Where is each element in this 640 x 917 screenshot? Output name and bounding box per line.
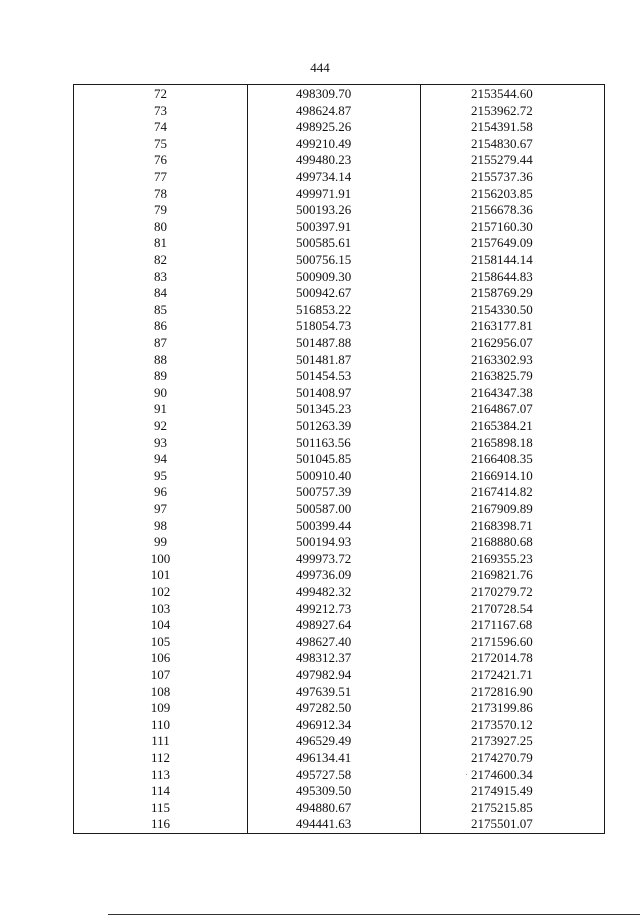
easting-cell: 496912.34 <box>296 716 352 732</box>
northing-cell: 2170728.54 <box>471 600 533 616</box>
table-row <box>74 169 604 185</box>
table-row <box>74 518 604 534</box>
table-row <box>74 700 604 716</box>
northing-cell: 2154830.67 <box>471 135 533 151</box>
table-row <box>74 733 604 749</box>
easting-cell: 497982.94 <box>296 667 352 682</box>
easting-cell: 500910.40 <box>296 467 352 483</box>
easting-cell: 501481.87 <box>296 351 352 367</box>
easting-cell: 496134.41 <box>296 750 352 765</box>
northing-cell: 2175501.07 <box>471 816 533 832</box>
table-row <box>74 302 604 318</box>
easting-cell: 494880.67 <box>296 799 352 815</box>
point-number-cell: 88 <box>154 351 167 367</box>
table-row <box>74 136 604 152</box>
table-row <box>74 551 604 567</box>
point-number-cell: 90 <box>154 384 167 400</box>
northing-cell: 2174600.34 <box>471 766 533 782</box>
table-row <box>74 717 604 733</box>
table-row <box>74 435 604 451</box>
northing-cell: 2169821.76 <box>471 567 533 583</box>
point-number-cell: 99 <box>154 534 167 550</box>
easting-cell: 500757.39 <box>296 484 352 500</box>
northing-cell: 2172816.90 <box>471 683 533 699</box>
easting-cell: 500942.67 <box>296 285 352 301</box>
easting-cell: 501263.39 <box>296 418 352 433</box>
northing-cell: 2168880.68 <box>471 534 533 550</box>
point-number-cell: 98 <box>154 517 167 533</box>
table-row <box>74 368 604 384</box>
easting-cell: 495727.58 <box>296 766 352 782</box>
point-number-cell: 112 <box>150 750 171 765</box>
table-row <box>74 235 604 251</box>
easting-cell: 500909.30 <box>296 268 352 284</box>
easting-cell: 499210.49 <box>296 135 352 151</box>
point-number-cell: 86 <box>154 318 167 334</box>
easting-cell: 498624.87 <box>296 102 352 118</box>
point-number-cell: 79 <box>154 202 167 218</box>
table-row <box>74 567 604 583</box>
easting-cell: 496529.49 <box>296 733 352 749</box>
table-row <box>74 484 604 500</box>
northing-cell: 2163177.81 <box>471 318 533 334</box>
point-number-cell: 107 <box>150 667 171 682</box>
northing-cell: 2171596.60 <box>471 633 533 649</box>
table-row <box>74 119 604 135</box>
table-row <box>74 534 604 550</box>
table-row <box>74 816 604 832</box>
table-row <box>74 617 604 633</box>
northing-cell: 2167909.89 <box>471 501 533 516</box>
point-number-cell: 108 <box>150 683 171 699</box>
northing-cell: 2173927.25 <box>471 733 533 749</box>
table-row <box>74 86 604 102</box>
northing-cell: 2156203.85 <box>471 185 533 201</box>
point-number-cell: 96 <box>154 484 167 500</box>
northing-cell: 2157649.09 <box>471 235 533 251</box>
easting-cell: 500399.44 <box>296 517 352 533</box>
page-number: 444 <box>310 60 330 75</box>
easting-cell: 499971.91 <box>296 185 352 201</box>
table-row <box>74 418 604 434</box>
point-number-cell: 102 <box>150 584 171 599</box>
easting-cell: 499734.14 <box>296 169 352 184</box>
northing-cell: 2153544.60 <box>471 86 533 101</box>
table-row <box>74 252 604 268</box>
point-number-cell: 77 <box>154 169 167 184</box>
northing-cell: 2171167.68 <box>471 617 533 633</box>
northing-cell: 2158644.83 <box>471 268 533 284</box>
table-row <box>74 219 604 235</box>
table-row <box>74 684 604 700</box>
easting-cell: 494441.63 <box>296 816 352 832</box>
northing-cell: 2156678.36 <box>471 202 533 218</box>
table-row <box>74 451 604 467</box>
easting-cell: 498627.40 <box>296 633 352 649</box>
easting-cell: 498925.26 <box>296 119 352 135</box>
point-number-cell: 78 <box>154 185 167 201</box>
point-number-cell: 94 <box>154 451 167 467</box>
easting-cell: 499480.23 <box>296 152 352 168</box>
point-number-cell: 75 <box>154 135 167 151</box>
table-row <box>74 501 604 517</box>
point-number-cell: 115 <box>150 799 171 815</box>
northing-cell: 2153962.72 <box>471 102 533 118</box>
table-row <box>74 783 604 799</box>
northing-cell: 2162956.07 <box>471 335 533 350</box>
table-row <box>74 750 604 766</box>
northing-cell: 2174915.49 <box>471 783 533 799</box>
northing-cell: 2175215.85 <box>471 799 533 815</box>
northing-cell: 2173570.12 <box>471 716 533 732</box>
point-number-cell: 74 <box>154 119 167 135</box>
northing-cell: 2154330.50 <box>471 301 533 317</box>
table-row <box>74 401 604 417</box>
point-number-cell: 106 <box>150 650 171 666</box>
easting-cell: 500587.00 <box>296 501 352 516</box>
easting-cell: 498927.64 <box>296 617 352 633</box>
point-number-cell: 95 <box>154 467 167 483</box>
northing-cell: 2172014.78 <box>471 650 533 666</box>
coordinate-table <box>73 84 605 834</box>
table-row <box>74 385 604 401</box>
table-row <box>74 352 604 368</box>
northing-cell: 2170279.72 <box>471 584 533 599</box>
northing-cell: 2167414.82 <box>471 484 533 500</box>
northing-cell: 2163302.93 <box>471 351 533 367</box>
point-number-cell: 83 <box>154 268 167 284</box>
point-number-cell: 103 <box>150 600 171 616</box>
footer-rule <box>108 914 640 915</box>
table-row <box>74 269 604 285</box>
table-row <box>74 335 604 351</box>
easting-cell: 501454.53 <box>296 368 352 384</box>
table-row <box>74 767 604 783</box>
easting-cell: 500585.61 <box>296 235 352 251</box>
easting-cell: 501408.97 <box>296 384 352 400</box>
northing-cell: 2165384.21 <box>471 418 533 433</box>
easting-cell: 500397.91 <box>296 218 352 234</box>
table-row <box>74 103 604 119</box>
table-row <box>74 202 604 218</box>
point-number-cell: 76 <box>154 152 167 168</box>
northing-cell: 2154391.58 <box>471 119 533 135</box>
northing-cell: 2158144.14 <box>471 252 533 267</box>
easting-cell: 497282.50 <box>296 700 352 716</box>
northing-cell: 2157160.30 <box>471 218 533 234</box>
table-row <box>74 650 604 666</box>
point-number-cell: 104 <box>150 617 171 633</box>
table-row <box>74 634 604 650</box>
easting-cell: 516853.22 <box>296 301 352 317</box>
point-number-cell: 80 <box>154 218 167 234</box>
point-number-cell: 87 <box>154 335 167 350</box>
northing-cell: 2164347.38 <box>471 384 533 400</box>
northing-cell: 2165898.18 <box>471 434 533 450</box>
point-number-cell: 113 <box>150 766 171 782</box>
easting-cell: 500756.15 <box>296 252 352 267</box>
point-number-cell: 85 <box>154 301 167 317</box>
table-row <box>74 800 604 816</box>
easting-cell: 518054.73 <box>296 318 352 334</box>
northing-cell: 2168398.71 <box>471 517 533 533</box>
easting-cell: 501045.85 <box>296 451 352 467</box>
easting-cell: 498309.70 <box>296 86 352 101</box>
northing-cell: 2155737.36 <box>471 169 533 184</box>
scan-speck <box>466 774 467 775</box>
easting-cell: 497639.51 <box>296 683 352 699</box>
table-row <box>74 186 604 202</box>
table-row <box>74 152 604 168</box>
easting-cell: 499482.32 <box>296 584 352 599</box>
northing-cell: 2169355.23 <box>471 550 533 566</box>
point-number-cell: 89 <box>154 368 167 384</box>
point-number-cell: 91 <box>154 401 167 417</box>
point-number-cell: 116 <box>150 816 171 832</box>
point-number-cell: 101 <box>150 567 171 583</box>
northing-cell: 2158769.29 <box>471 285 533 301</box>
northing-cell: 2172421.71 <box>471 667 533 682</box>
point-number-cell: 97 <box>154 501 167 516</box>
table-row <box>74 667 604 683</box>
northing-cell: 2163825.79 <box>471 368 533 384</box>
point-number-cell: 84 <box>154 285 167 301</box>
point-number-cell: 109 <box>150 700 171 716</box>
point-number-cell: 111 <box>151 733 170 749</box>
northing-cell: 2173199.86 <box>471 700 533 716</box>
easting-cell: 501345.23 <box>296 401 352 417</box>
point-number-cell: 81 <box>154 235 167 251</box>
easting-cell: 500193.26 <box>296 202 352 218</box>
point-number-cell: 114 <box>150 783 171 799</box>
point-number-cell: 93 <box>154 434 167 450</box>
easting-cell: 499736.09 <box>296 567 352 583</box>
point-number-cell: 82 <box>154 252 167 267</box>
easting-cell: 495309.50 <box>296 783 352 799</box>
point-number-cell: 73 <box>154 102 167 118</box>
table-row <box>74 584 604 600</box>
northing-cell: 2166914.10 <box>471 467 533 483</box>
northing-cell: 2164867.07 <box>471 401 533 417</box>
table-row <box>74 318 604 334</box>
table-row <box>74 468 604 484</box>
northing-cell: 2166408.35 <box>471 451 533 467</box>
table-row <box>74 285 604 301</box>
point-number-cell: 110 <box>150 716 171 732</box>
easting-cell: 501163.56 <box>296 434 351 450</box>
table-row <box>74 601 604 617</box>
easting-cell: 500194.93 <box>296 534 352 550</box>
point-number-cell: 100 <box>150 550 171 566</box>
northing-cell: 2174270.79 <box>471 750 533 765</box>
easting-cell: 499973.72 <box>296 550 352 566</box>
easting-cell: 498312.37 <box>296 650 352 666</box>
easting-cell: 501487.88 <box>296 335 352 350</box>
point-number-cell: 92 <box>154 418 167 433</box>
easting-cell: 499212.73 <box>296 600 352 616</box>
point-number-cell: 72 <box>154 86 167 101</box>
northing-cell: 2155279.44 <box>471 152 533 168</box>
point-number-cell: 105 <box>150 633 171 649</box>
